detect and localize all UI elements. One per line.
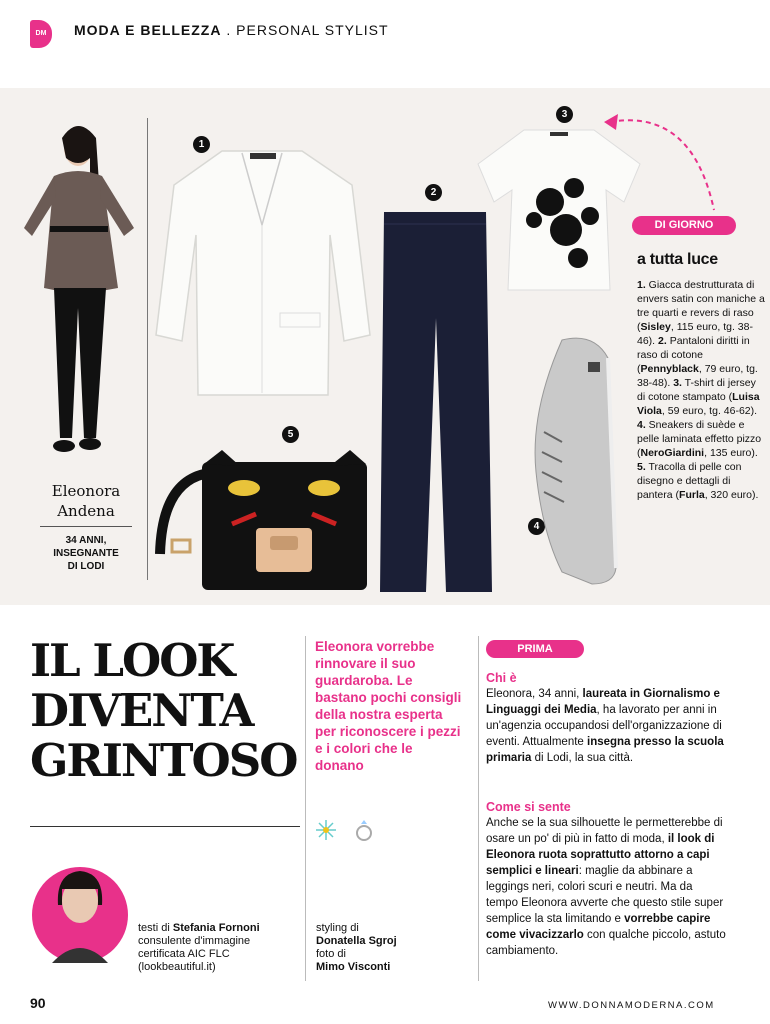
chi-heading: Chi è xyxy=(486,671,517,685)
bag-photo xyxy=(152,444,372,594)
day-label-pill: DI GIORNO xyxy=(632,216,736,235)
jacket-photo xyxy=(152,145,372,405)
decorative-icons xyxy=(316,818,376,844)
sneaker-photo xyxy=(522,332,622,588)
ring-icon xyxy=(357,820,371,840)
person-photo xyxy=(14,118,144,478)
come-heading: Come si sente xyxy=(486,800,571,814)
person-details: 34 ANNI, INSEGNANTE DI LODI xyxy=(53,535,119,572)
day-title: a tutta luce xyxy=(637,251,718,268)
person-name: Eleonora Andena xyxy=(51,482,121,520)
stylist-portrait xyxy=(30,855,130,970)
item-number-2: 2 xyxy=(425,184,442,201)
website-url[interactable]: WWW.DONNAMODERNA.COM xyxy=(548,1000,715,1011)
come-text: Anche se la sua silhouette le permetterebbe di osare un po' di più in fatto di moda, il look di Eleonora ruota soprattutto attorno a capi semplici e lineari: maglie da abbinare a leggings neri, colori scuri e neutri. Ma da tempo Eleonora avverte che questo stile super semplice la sta limitando e vorrebbe capire come vivacizzarlo con qualche piccolo, astuto cambiamento. xyxy=(486,817,726,957)
divider xyxy=(40,526,132,527)
styling-credit: styling di Donatella Sgroj foto di Mimo Visconti xyxy=(316,922,397,973)
item-number-5: 5 xyxy=(282,426,299,443)
donna-moderna-logo: DM xyxy=(30,20,52,48)
page-number: 90 xyxy=(30,995,46,1011)
article-intro: Eleonora vorrebbe rinnovare il suo guardaroba. Le bastano pochi consigli della nostra esperta per riconoscere i pezzi e i colori che le donano xyxy=(315,639,462,773)
item-number-1: 1 xyxy=(193,136,210,153)
dashed-arrow-icon xyxy=(602,108,722,218)
divider xyxy=(305,636,306,981)
chi-text: Eleonora, 34 anni, laureata in Giornalismo e Linguaggi dei Media, ha lavorato per anni in un'agenzia occupandosi dell'organizzazione di eventi. Attualmente insegna presso la scuola primaria di Lodi, la sua città. xyxy=(486,688,724,764)
item-number-3: 3 xyxy=(556,106,573,123)
prima-pill: PRIMA xyxy=(486,640,584,658)
article-title: IL LOOK DIVENTA GRINTOSO xyxy=(30,634,297,787)
divider xyxy=(30,826,300,827)
section-header: MODA E BELLEZZA . PERSONAL STYLIST xyxy=(74,22,389,38)
divider xyxy=(478,636,479,981)
divider xyxy=(147,118,148,580)
item-number-4: 4 xyxy=(528,518,545,535)
texts-credit: testi di Stefania Fornoni consulente d'immagine certificata AIC FLC (lookbeautiful.it) xyxy=(138,922,260,973)
day-description: 1. Giacca destrutturata di envers satin con maniche a tre quarti e revers di raso (Sisley, 115 euro, tg. 38-46). 2. Pantaloni diritti in raso di cotone (Pennyblack, 79 euro, tg. 38-48). 3. T-shirt di jersey di cotone stampato (Luisa Viola, 59 euro, tg. 46-62). 4. Sneakers di suède e pelle laminata effetto pizzo (NeroGiardini, 135 euro). 5. Tracolla di pelle con disegno e dettagli di pantera (Furla, 320 euro). xyxy=(637,279,765,501)
